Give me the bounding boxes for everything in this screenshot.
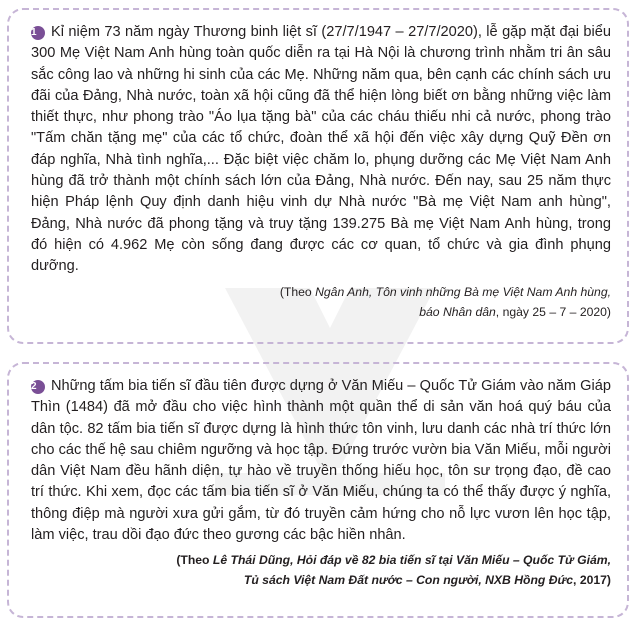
source-citation-2: (Theo Lê Thái Dũng, Hỏi đáp về 82 bia tiến sĩ tại Văn Miếu – Quốc Tử Giám, Tủ sách Việt Nam Đất nước – Con người, NXB Hồng Đức, 2017) (176, 553, 611, 588)
source-citation-1: (Theo Ngân Anh, Tôn vinh những Bà mẹ Việt Nam Anh hùng, báo Nhân dân, ngày 25 – 7 – 2020) (279, 284, 611, 319)
source-date-2: , 2017) (573, 573, 611, 588)
number-badge-2: 2 (31, 380, 45, 394)
excerpt-box-2 (7, 362, 629, 618)
excerpt-paragraph-1 (31, 22, 611, 278)
excerpt-text-2: Những tấm bia tiến sĩ đầu tiên được dựng ở Văn Miếu – Quốc Tử Giám vào năm Giáp Thìn (1484) đã mở đầu cho việc hình thành một quần thể di sản văn hoá quý báu của dân tộc. 82 tấm bia tiến sĩ được dựng là hình thức tôn vinh, lưu danh các nhà trí thức lớn cho các thế hệ sau chiêm ngưỡng và học tập. Đứng trước vườn bia Văn Miếu, mỗi người dân Việt Nam đều hãnh diện, tự hào về truyền thống hiếu học, tôn sư trọng đạo, đề cao trí thức. Khi xem, đọc các tấm bia tiến sĩ ở Văn Miếu, chúng ta có thể thấy được ý nghĩa, thông điệp mà người xưa gửi gắm, từ đó truyền cảm hứng cho nỗ lực vươn lên học tập, làm việc, trau dồi đạo đức theo gương các bậc hiền nhân. (31, 378, 611, 544)
excerpt-paragraph-2 (31, 376, 611, 546)
source-date-1: , ngày 25 – 7 – 2020) (495, 304, 611, 319)
excerpt-text-1: Kỉ niệm 73 năm ngày Thương binh liệt sĩ (27/7/1947 – 27/7/2020), lễ gặp mặt đại biểu 300 Mẹ Việt Nam Anh hùng toàn quốc diễn ra tại Hà Nội là chương trình nhằm tri ân sâu sắc công lao và những hi sinh của các Mẹ. Những năm qua, bên cạnh các chính sách ưu đãi của Đảng, Nhà nước, toàn xã hội cũng đã thể hiện lòng biết ơn bằng những việc làm thiết thực, như phong trào "Áo lụa tặng bà" của các cháu thiếu nhi cả nước, phong trào "Tấm chăn tặng mẹ" của các tổ chức, đoàn thể xã hội đến việc xây dựng Quỹ Đền ơn đáp nghĩa, Nhà tình nghĩa,... Đặc biệt việc chăm lo, phụng dưỡng các Mẹ Việt Nam Anh hùng đã trở thành một chính sách lớn của Đảng, Nhà nước. Đến nay, sau 25 năm thực hiện Pháp lệnh Quy định danh hiệu vinh dự Nhà nước "Bà mẹ Việt Nam anh hùng", Đảng, Nhà nước đã phong tặng và truy tặng 139.275 Bà mẹ Việt Nam Anh hùng, trong đó hiện có 4.962 Mẹ còn sống đang được các cơ quan, tổ chức và gia đình phụng dưỡng. (31, 24, 611, 275)
source-title-1: Ngân Anh, Tôn vinh những Bà mẹ Việt Nam Anh hùng, (315, 284, 611, 299)
number-badge-1: 1 (31, 26, 45, 40)
excerpt-box-1 (7, 8, 629, 344)
source-title-2: Lê Thái Dũng, Hỏi đáp về 82 bia tiến sĩ tại Văn Miếu – Quốc Tử Giám, (212, 553, 611, 568)
source-publisher-2: Tủ sách Việt Nam Đất nước – Con người, NXB Hồng Đức (243, 573, 574, 588)
source-publisher-1: báo Nhân dân (419, 304, 496, 319)
